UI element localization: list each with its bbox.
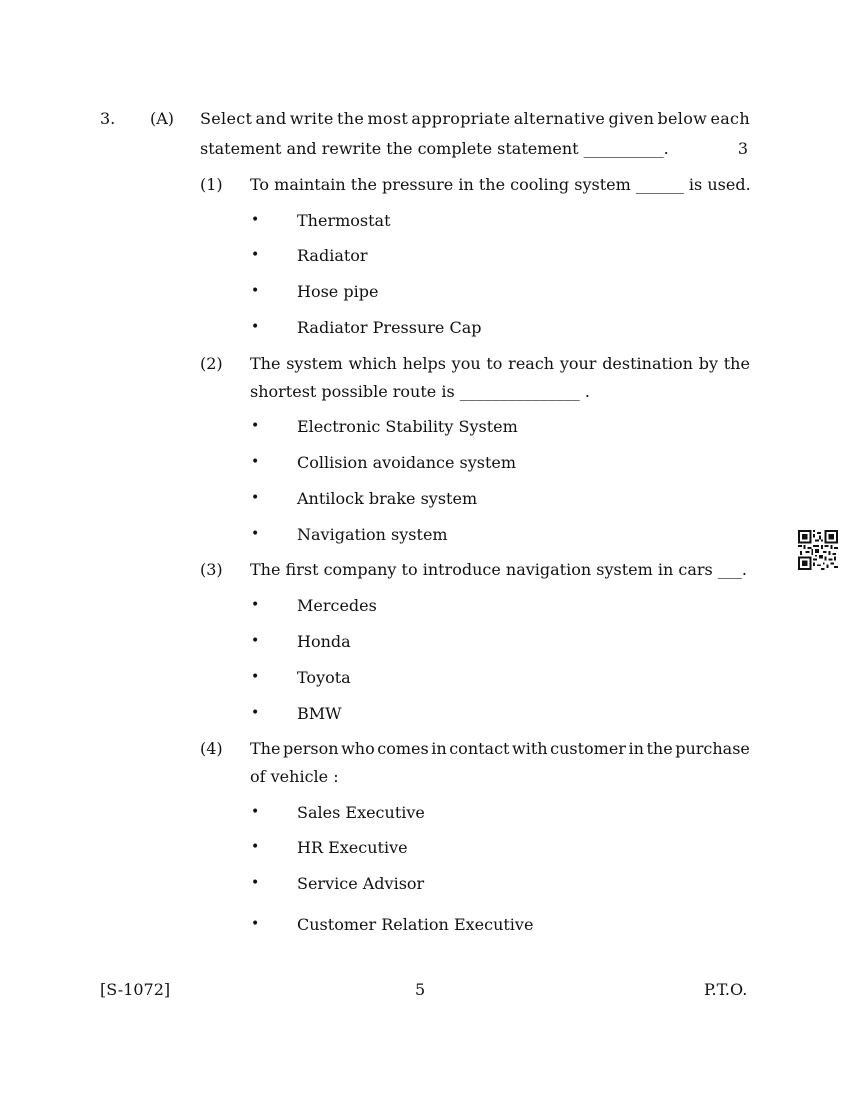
- question-section: (A): [150, 109, 175, 128]
- word: the: [646, 739, 673, 758]
- option-text: Collision avoidance system: [297, 453, 517, 472]
- option-text: Hose pipe: [297, 282, 379, 301]
- word: the: [723, 354, 750, 373]
- subquestion-number: (3): [200, 560, 223, 579]
- option-text: Radiator Pressure Cap: [297, 318, 482, 337]
- subquestion-text-line1: [250, 354, 750, 373]
- word: purchase: [675, 739, 750, 758]
- bullet: •: [251, 916, 260, 932]
- option-text: Service Advisor: [297, 874, 425, 893]
- word: The: [250, 354, 281, 373]
- word: in: [628, 739, 644, 758]
- option-text: Radiator: [297, 246, 368, 265]
- word: person: [283, 739, 339, 758]
- stem-word: below: [657, 109, 708, 128]
- subquestion-number: (2): [200, 354, 223, 373]
- bullet: •: [251, 212, 260, 228]
- bullet: •: [251, 283, 260, 299]
- option-text: Navigation system: [297, 525, 448, 544]
- option-text: HR Executive: [297, 838, 408, 857]
- word: destination: [602, 354, 693, 373]
- option-text: Honda: [297, 632, 351, 651]
- word: who: [341, 739, 375, 758]
- word: by: [698, 354, 718, 373]
- word: system: [286, 354, 343, 373]
- option-text: BMW: [297, 704, 342, 723]
- bullet: •: [251, 633, 260, 649]
- stem-word: given: [608, 109, 655, 128]
- stem-word: alternative: [513, 109, 606, 128]
- bullet: •: [251, 526, 260, 542]
- stem-word: appropriate: [411, 109, 511, 128]
- stem-word: Select: [200, 109, 253, 128]
- word: contact: [449, 739, 510, 758]
- pto-label: P.T.O.: [704, 980, 748, 999]
- subquestion-number: (1): [200, 175, 223, 194]
- question-number: 3.: [100, 109, 116, 128]
- question-marks: 3: [737, 139, 748, 158]
- option-text: Antilock brake system: [297, 489, 478, 508]
- word: which: [348, 354, 397, 373]
- page-number: 5: [415, 980, 426, 999]
- bullet: •: [251, 804, 260, 820]
- bullet: •: [251, 319, 260, 335]
- subquestion-text-line2: of vehicle :: [250, 767, 339, 786]
- option-text: Customer Relation Executive: [297, 915, 534, 934]
- bullet: •: [251, 839, 260, 855]
- option-text: Mercedes: [297, 596, 377, 615]
- option-text: Electronic Stability System: [297, 417, 518, 436]
- word: to: [486, 354, 503, 373]
- bullet: •: [251, 875, 260, 891]
- subquestion-text-line1: [250, 739, 750, 758]
- word: reach: [508, 354, 555, 373]
- paper-code: [S-1072]: [100, 980, 171, 999]
- word: helps: [402, 354, 446, 373]
- option-text: Thermostat: [297, 211, 391, 230]
- bullet: •: [251, 490, 260, 506]
- option-text: Toyota: [297, 668, 351, 687]
- word: comes: [377, 739, 429, 758]
- subquestion-text-line2: shortest possible route is _______________ .: [250, 382, 590, 401]
- stem-word: write: [289, 109, 334, 128]
- bullet: •: [251, 597, 260, 613]
- bullet: •: [251, 247, 260, 263]
- word: your: [559, 354, 597, 373]
- word: customer: [550, 739, 626, 758]
- option-text: Sales Executive: [297, 803, 425, 822]
- subquestion-number: (4): [200, 739, 223, 758]
- stem-word: most: [367, 109, 409, 128]
- stem-word: the: [337, 109, 365, 128]
- subquestion-text: To maintain the pressure in the cooling system ______ is used.: [250, 175, 751, 194]
- bullet: •: [251, 418, 260, 434]
- subquestion-text: The first company to introduce navigation system in cars ___.: [250, 560, 747, 579]
- stem-word: and: [255, 109, 287, 128]
- qr-code-icon: [798, 530, 838, 570]
- bullet: •: [251, 454, 260, 470]
- word: in: [431, 739, 447, 758]
- question-stem-line1: [200, 109, 750, 128]
- bullet: •: [251, 705, 260, 721]
- stem-text: statement and rewrite the complete statement __________.: [200, 139, 669, 158]
- bullet: •: [251, 669, 260, 685]
- word: you: [451, 354, 481, 373]
- word: with: [512, 739, 548, 758]
- stem-word: each: [710, 109, 750, 128]
- word: The: [250, 739, 281, 758]
- question-stem-line2: [200, 139, 750, 158]
